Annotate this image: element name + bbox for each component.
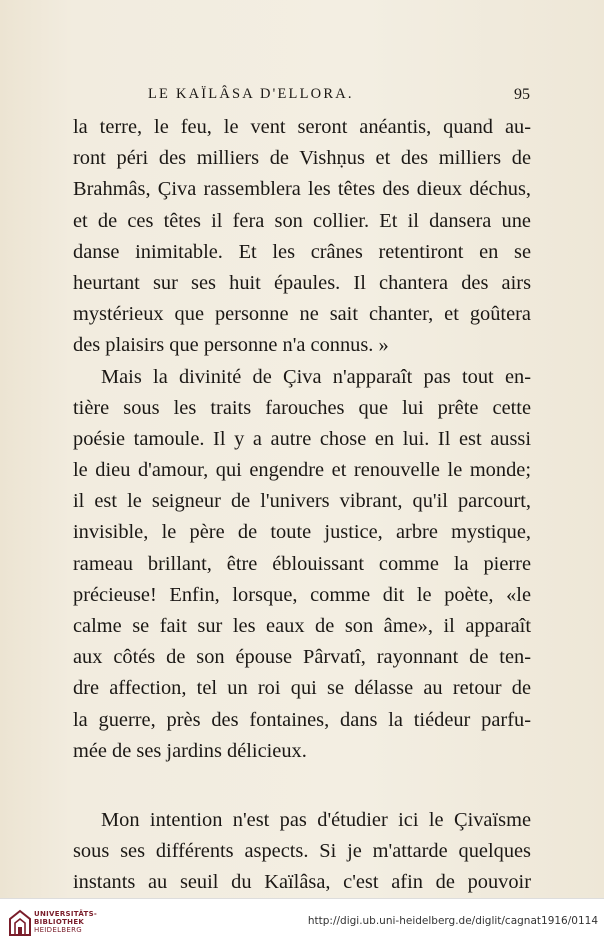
text-line: calme se fait sur les eaux de son âme», il apparaît (73, 615, 531, 637)
text-line: Mais la divinité de Çiva n'apparaît pas tout en- (101, 365, 531, 388)
body-text (73, 112, 531, 898)
text-line: dre affection, tel un roi qui se délasse au retour de (73, 677, 531, 700)
text-line: heurtant sur ses huit épaules. Il chantera des airs (73, 271, 531, 294)
document-url-link[interactable]: http://digi.ub.uni-heidelberg.de/diglit/cagnat1916/0114 (307, 915, 598, 927)
paragraph-2 (73, 362, 531, 767)
text-line: tière sous les traits farouches que lui prête cette (73, 396, 531, 419)
text-line: mystérieux que personne ne sait chanter, et goûtera (73, 303, 531, 326)
text-line: la guerre, près des fontaines, dans la tiédeur parfu- (73, 708, 531, 731)
running-title: LE KAÏLÂSA D'ELLORA. (148, 86, 354, 102)
text-line: mée de ses jardins délicieux. (73, 739, 307, 762)
text-line: Brahmâs, Çiva rassemblera les têtes des dieux déchus, (73, 178, 531, 201)
text-line: il est le seigneur de l'univers vibrant, qu'il parcourt, (73, 490, 531, 513)
text-line: précieuse! Enfin, lorsque, comme dit le poète, «le (73, 583, 531, 606)
paragraph-3 (73, 805, 531, 898)
text-line: poésie tamoule. Il y a autre chose en lui. Il est aussi (73, 427, 531, 450)
text-line: des plaisirs que personne n'a connus. » (73, 334, 389, 357)
text-line: invisible, le père de toute justice, arbre mystique, (73, 521, 531, 544)
text-line: danse inimitable. Et les crânes retentiront en se (73, 240, 531, 263)
paragraph-spacer (73, 767, 531, 805)
text-line: instants au seuil du Kaïlâsa, c'est afin de pouvoir (73, 871, 531, 894)
paragraph-1 (73, 112, 531, 362)
text-line: aux côtés de son épouse Pârvatî, rayonnant de ten- (73, 646, 531, 669)
text-line: ront péri des milliers de Vishṇus et des milliers de (73, 147, 531, 170)
text-line: rameau brillant, être éblouissant comme la pierre (73, 552, 531, 575)
text-line: et de ces têtes il fera son collier. Et il dansera une (73, 209, 531, 232)
text-line: le dieu d'amour, qui engendre et renouvelle le monde; (73, 459, 531, 482)
text-line: la terre, le feu, le vent seront anéantis, quand au- (73, 116, 531, 138)
page-number: 95 (514, 86, 530, 103)
text-line: Mon intention n'est pas d'étudier ici le Çivaïsme (101, 808, 531, 831)
viewer-footer (0, 898, 604, 944)
text-line: sous ses différents aspects. Si je m'attarde quelques (73, 840, 531, 863)
university-library-logo-icon (8, 907, 32, 937)
page-header (72, 86, 530, 108)
library-name: UNIVERSITÄTS- BIBLIOTHEK HEIDELBERG (34, 910, 98, 934)
